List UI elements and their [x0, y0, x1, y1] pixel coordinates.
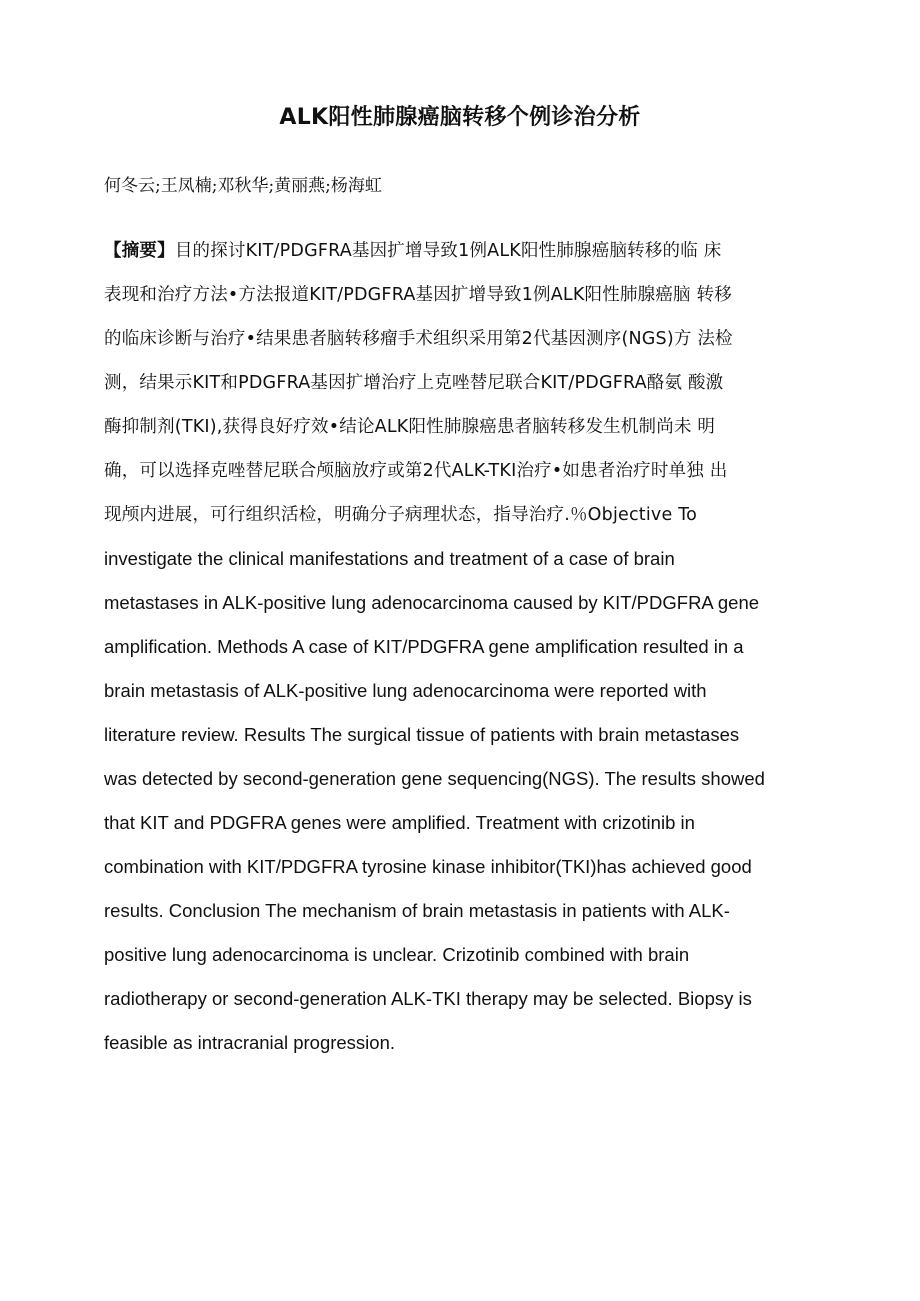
abstract-line: 测，结果示KIT和PDGFRA基因扩增治疗上克唑替尼联合KIT/PDGFRA酪氨 酸激 [104, 373, 724, 393]
abstract-line-text: 目的探讨KIT/PDGFRA基因扩增导致1例ALK阳性肺腺癌脑转移的临 床 [174, 241, 722, 261]
abstract-line: literature review. Results The surgical tissue of patients with brain metastases [104, 724, 740, 745]
abstract-line: 表现和治疗方法•方法报道KIT/PDGFRA基因扩增导致1例ALK阳性肺腺癌脑 转移 [104, 285, 732, 305]
abstract-line [104, 229, 816, 273]
abstract-label: 【摘要】 [104, 241, 175, 261]
page-title: ALK阳性肺腺癌脑转移个例诊治分析 [279, 105, 641, 130]
abstract-line: 的临床诊断与治疗•结果患者脑转移瘤手术组织采用第2代基因测序(NGS)方 法检 [104, 329, 733, 349]
abstract-line: that KIT and PDGFRA genes were amplified. Treatment with crizotinib in [104, 812, 695, 833]
abstract-line: 酶抑制剂(TKI),获得良好疗效•结论ALK阳性肺腺癌患者脑转移发生机制尚未 明 [104, 417, 716, 437]
abstract-line: feasible as intracranial progression. [104, 1032, 396, 1053]
abstract-line: 确，可以选择克唑替尼联合颅脑放疗或第2代ALK-TKI治疗•如患者治疗时单独 出 [104, 461, 728, 481]
abstract-line: results. Conclusion The mechanism of brain metastasis in patients with ALK- [104, 900, 730, 921]
abstract-line: was detected by second-generation gene sequencing(NGS). The results showed [104, 768, 765, 789]
abstract-line: positive lung adenocarcinoma is unclear. Crizotinib combined with brain [104, 944, 690, 965]
abstract-line: metastases in ALK-positive lung adenocarcinoma caused by KIT/PDGFRA gene [104, 592, 760, 613]
abstract-line: amplification. Methods A case of KIT/PDGFRA gene amplification resulted in a [104, 636, 744, 657]
abstract-line: brain metastasis of ALK-positive lung adenocarcinoma were reported with [104, 680, 707, 701]
abstract-line: radiotherapy or second-generation ALK-TKI therapy may be selected. Biopsy is [104, 988, 752, 1009]
abstract-section [104, 229, 816, 1065]
abstract-line: 现颅内进展，可行组织活检，明确分子病理状态，指导治疗.％Objective To [104, 505, 698, 525]
author-list: 何冬云;王凤楠;邓秋华;黄丽燕;杨海虹 [104, 176, 382, 196]
abstract-line: combination with KIT/PDGFRA tyrosine kinase inhibitor(TKI)has achieved good [104, 856, 752, 877]
abstract-line: investigate the clinical manifestations and treatment of a case of brain [104, 548, 675, 569]
